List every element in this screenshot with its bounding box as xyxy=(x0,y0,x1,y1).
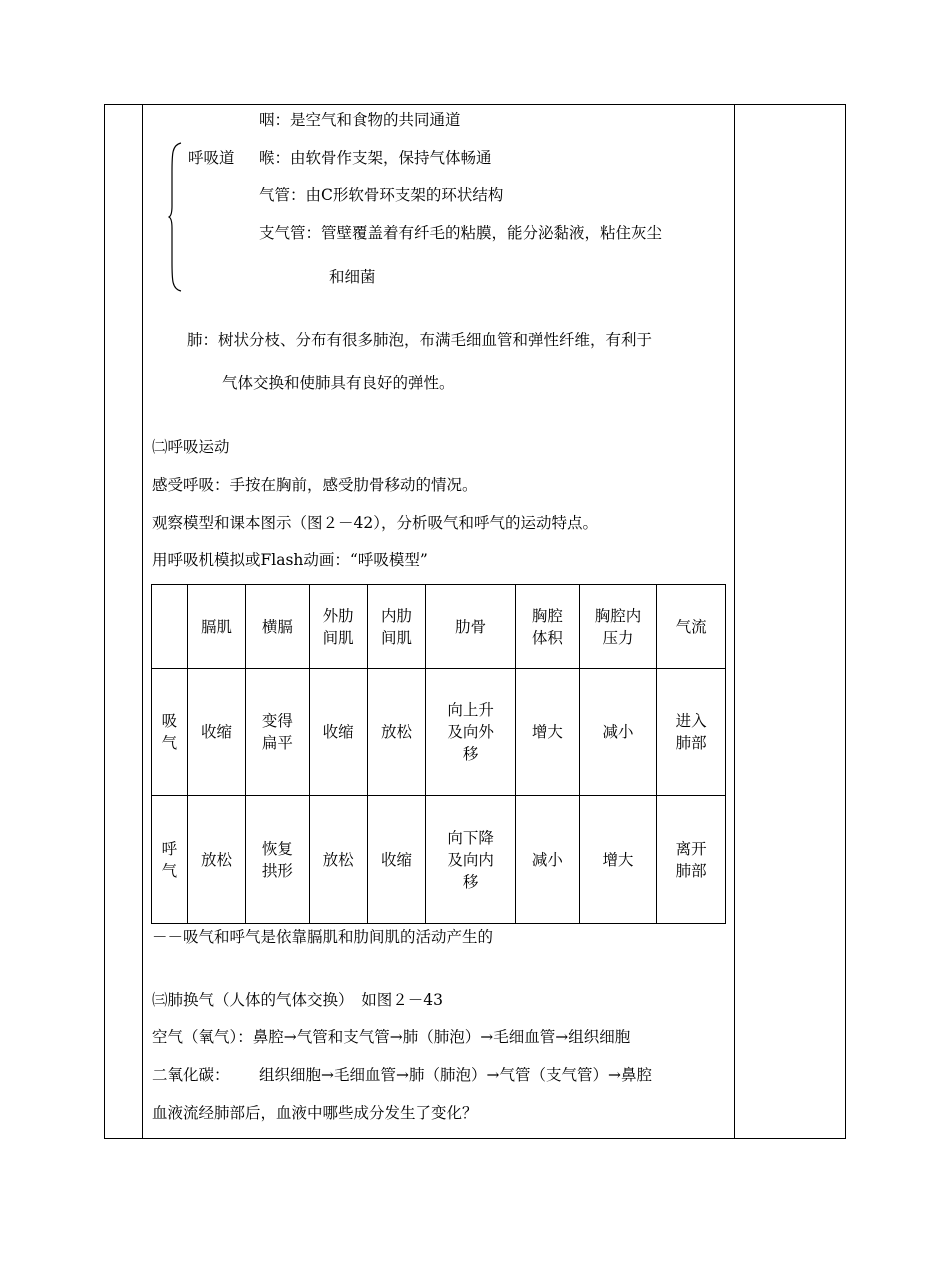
section-heading-lung-gas-exchange: ㈢肺换气（人体的气体交换） 如图２－43 xyxy=(152,991,443,1009)
lung-text: 肺：树状分枝、分布有很多肺泡，布满毛细血管和弹性纤维，有利于 xyxy=(187,331,653,349)
header-cell: 肋骨 xyxy=(426,585,516,669)
table-cell: 向下降 及向内 移 xyxy=(426,796,516,924)
table-cell: 收缩 xyxy=(187,669,245,796)
bronchus-text-continued: 和细菌 xyxy=(329,268,376,286)
table-row-exhale xyxy=(152,796,726,924)
table-cell: 吸 气 xyxy=(152,669,188,796)
header-cell: 外肋 间肌 xyxy=(309,585,367,669)
column-divider-left xyxy=(142,104,143,1139)
table-cell: 恢复 拱形 xyxy=(246,796,309,924)
header-cell xyxy=(152,585,188,669)
table-cell: 放松 xyxy=(309,796,367,924)
header-cell: 胸腔内 压力 xyxy=(579,585,657,669)
trachea-text: 气管：由C形软骨环支架的环状结构 xyxy=(259,186,504,204)
table-cell: 放松 xyxy=(187,796,245,924)
table-cell: 向上升 及向外 移 xyxy=(426,669,516,796)
oxygen-path-text: 空气（氧气）：鼻腔→气管和支气管→肺（肺泡）→毛细血管→组织细胞 xyxy=(152,1028,631,1046)
column-divider-right xyxy=(734,104,735,1139)
lung-text-continued: 气体交换和使肺具有良好的弹性。 xyxy=(222,374,455,392)
table-cell: 增大 xyxy=(579,796,657,924)
bronchus-text: 支气管：管壁覆盖着有纤毛的粘膜，能分泌黏液，粘住灰尘 xyxy=(259,224,663,242)
airway-label: 呼吸道 xyxy=(188,149,235,167)
table-cell: 收缩 xyxy=(309,669,367,796)
co2-label: 二氧化碳： xyxy=(152,1066,230,1084)
feel-breathing-text: 感受呼吸：手按在胸前，感受肋骨移动的情况。 xyxy=(152,476,478,494)
pharynx-text: 咽：是空气和食物的共同通道 xyxy=(259,111,461,129)
table-cell: 离开 肺部 xyxy=(657,796,726,924)
table-cell: 增大 xyxy=(516,669,579,796)
table-cell: 呼 气 xyxy=(152,796,188,924)
larynx-text: 喉：由软骨作支架，保持气体畅通 xyxy=(259,149,492,167)
question-text: 血液流经肺部后，血液中哪些成分发生了变化？ xyxy=(152,1104,478,1122)
header-cell: 横膈 xyxy=(246,585,309,669)
curly-brace-icon xyxy=(168,142,182,292)
breathing-comparison-table xyxy=(151,584,726,924)
header-cell: 气流 xyxy=(657,585,726,669)
table-cell: 收缩 xyxy=(367,796,425,924)
table-cell: 进入 肺部 xyxy=(657,669,726,796)
co2-path-text: 组织细胞→毛细血管→肺（肺泡）→气管（支气管）→鼻腔 xyxy=(259,1066,652,1084)
header-cell: 膈肌 xyxy=(187,585,245,669)
table-row-inhale xyxy=(152,669,726,796)
table-cell: 减小 xyxy=(516,796,579,924)
simulation-text: 用呼吸机模拟或Flash动画：“呼吸模型” xyxy=(152,551,428,569)
conclusion-text: －－吸气和呼气是依靠膈肌和肋间肌的活动产生的 xyxy=(152,928,494,946)
header-cell: 胸腔 体积 xyxy=(516,585,579,669)
table-cell: 变得 扁平 xyxy=(246,669,309,796)
table-header-row xyxy=(152,585,726,669)
section-heading-breathing-movement: ㈡呼吸运动 xyxy=(152,438,230,456)
header-cell: 内肋 间肌 xyxy=(367,585,425,669)
table-cell: 放松 xyxy=(367,669,425,796)
table-cell: 减小 xyxy=(579,669,657,796)
observe-model-text: 观察模型和课本图示（图２－42），分析吸气和呼气的运动特点。 xyxy=(152,514,598,532)
